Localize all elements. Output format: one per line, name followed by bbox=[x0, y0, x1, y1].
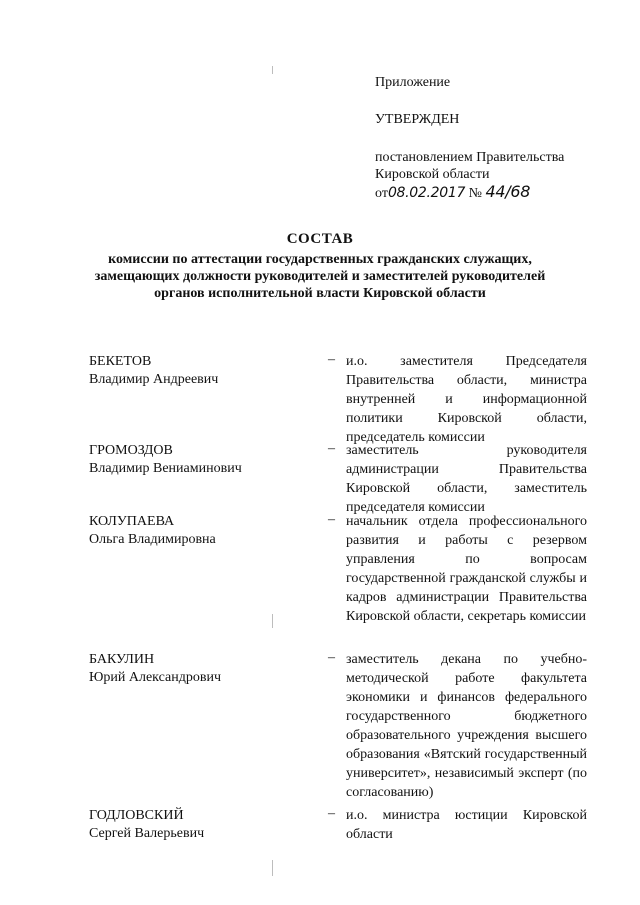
member-given-names: Юрий Александрович bbox=[89, 670, 221, 685]
approved-label: УТВЕРЖДЕН bbox=[375, 112, 460, 127]
member-surname: ГОДЛОВСКИЙ bbox=[89, 808, 184, 823]
subtitle-line: органов исполнительной власти Кировской области bbox=[154, 286, 486, 301]
member-role: заместитель декана по учебно-методической работе факультета экономики и финансов федерального государственного бюджетного образовательного учреждения высшего образования «Вятский государственный университет», независимый эксперт (по согласованию) bbox=[346, 652, 587, 800]
member-dash: – bbox=[328, 806, 335, 821]
member-dash: – bbox=[328, 352, 335, 367]
subtitle-line: комиссии по аттестации государственных гражданских служащих, bbox=[108, 252, 532, 267]
date-number-line bbox=[375, 183, 564, 202]
member-given-names: Владимир Вениаминович bbox=[89, 461, 242, 476]
member-dash: – bbox=[328, 512, 335, 527]
member-surname: ГРОМОЗДОВ bbox=[89, 443, 173, 458]
member-surname: КОЛУПАЕВА bbox=[89, 514, 175, 529]
handwritten-number: 44/68 bbox=[485, 182, 531, 201]
document-title: СОСТАВ bbox=[286, 231, 354, 247]
handwritten-date: 08.02.2017 bbox=[387, 185, 466, 201]
member-role: начальник отдела профессионального развития и работы с резервом управления по вопросам государственной гражданской службы и кадров администрации Правительства Кировской области, секретарь комиссии bbox=[346, 514, 587, 624]
member-surname: БАКУЛИН bbox=[89, 652, 155, 667]
scan-artifact bbox=[272, 66, 273, 74]
member-dash: – bbox=[328, 441, 335, 456]
date-prefix: от bbox=[375, 186, 388, 201]
resolution-line-1: постановлением Правительства bbox=[375, 150, 565, 165]
appendix-label: Приложение bbox=[375, 75, 451, 90]
number-prefix: № bbox=[468, 186, 482, 201]
subtitle-line: замещающих должности руководителей и заместителей руководителей bbox=[94, 269, 546, 284]
member-role: и.о. заместителя Председателя Правительства области, министра внутренней и информационной политики Кировской области, председатель комиссии bbox=[346, 354, 587, 445]
member-role: и.о. министра юстиции Кировской области bbox=[346, 808, 587, 842]
member-dash: – bbox=[328, 650, 335, 665]
approval-block bbox=[375, 74, 564, 202]
member-given-names: Ольга Владимировна bbox=[89, 532, 216, 547]
member-role: заместитель руководителя администрации Правительства Кировской области, заместитель председателя комиссии bbox=[346, 443, 587, 515]
scan-artifact bbox=[272, 614, 273, 628]
scan-artifact bbox=[272, 860, 273, 876]
resolution-line-2: Кировской области bbox=[375, 167, 490, 182]
member-given-names: Сергей Валерьевич bbox=[89, 826, 205, 841]
member-surname: БЕКЕТОВ bbox=[89, 354, 152, 369]
document-subtitle bbox=[80, 251, 560, 302]
member-given-names: Владимир Андреевич bbox=[89, 372, 219, 387]
document-title-block bbox=[80, 230, 560, 302]
